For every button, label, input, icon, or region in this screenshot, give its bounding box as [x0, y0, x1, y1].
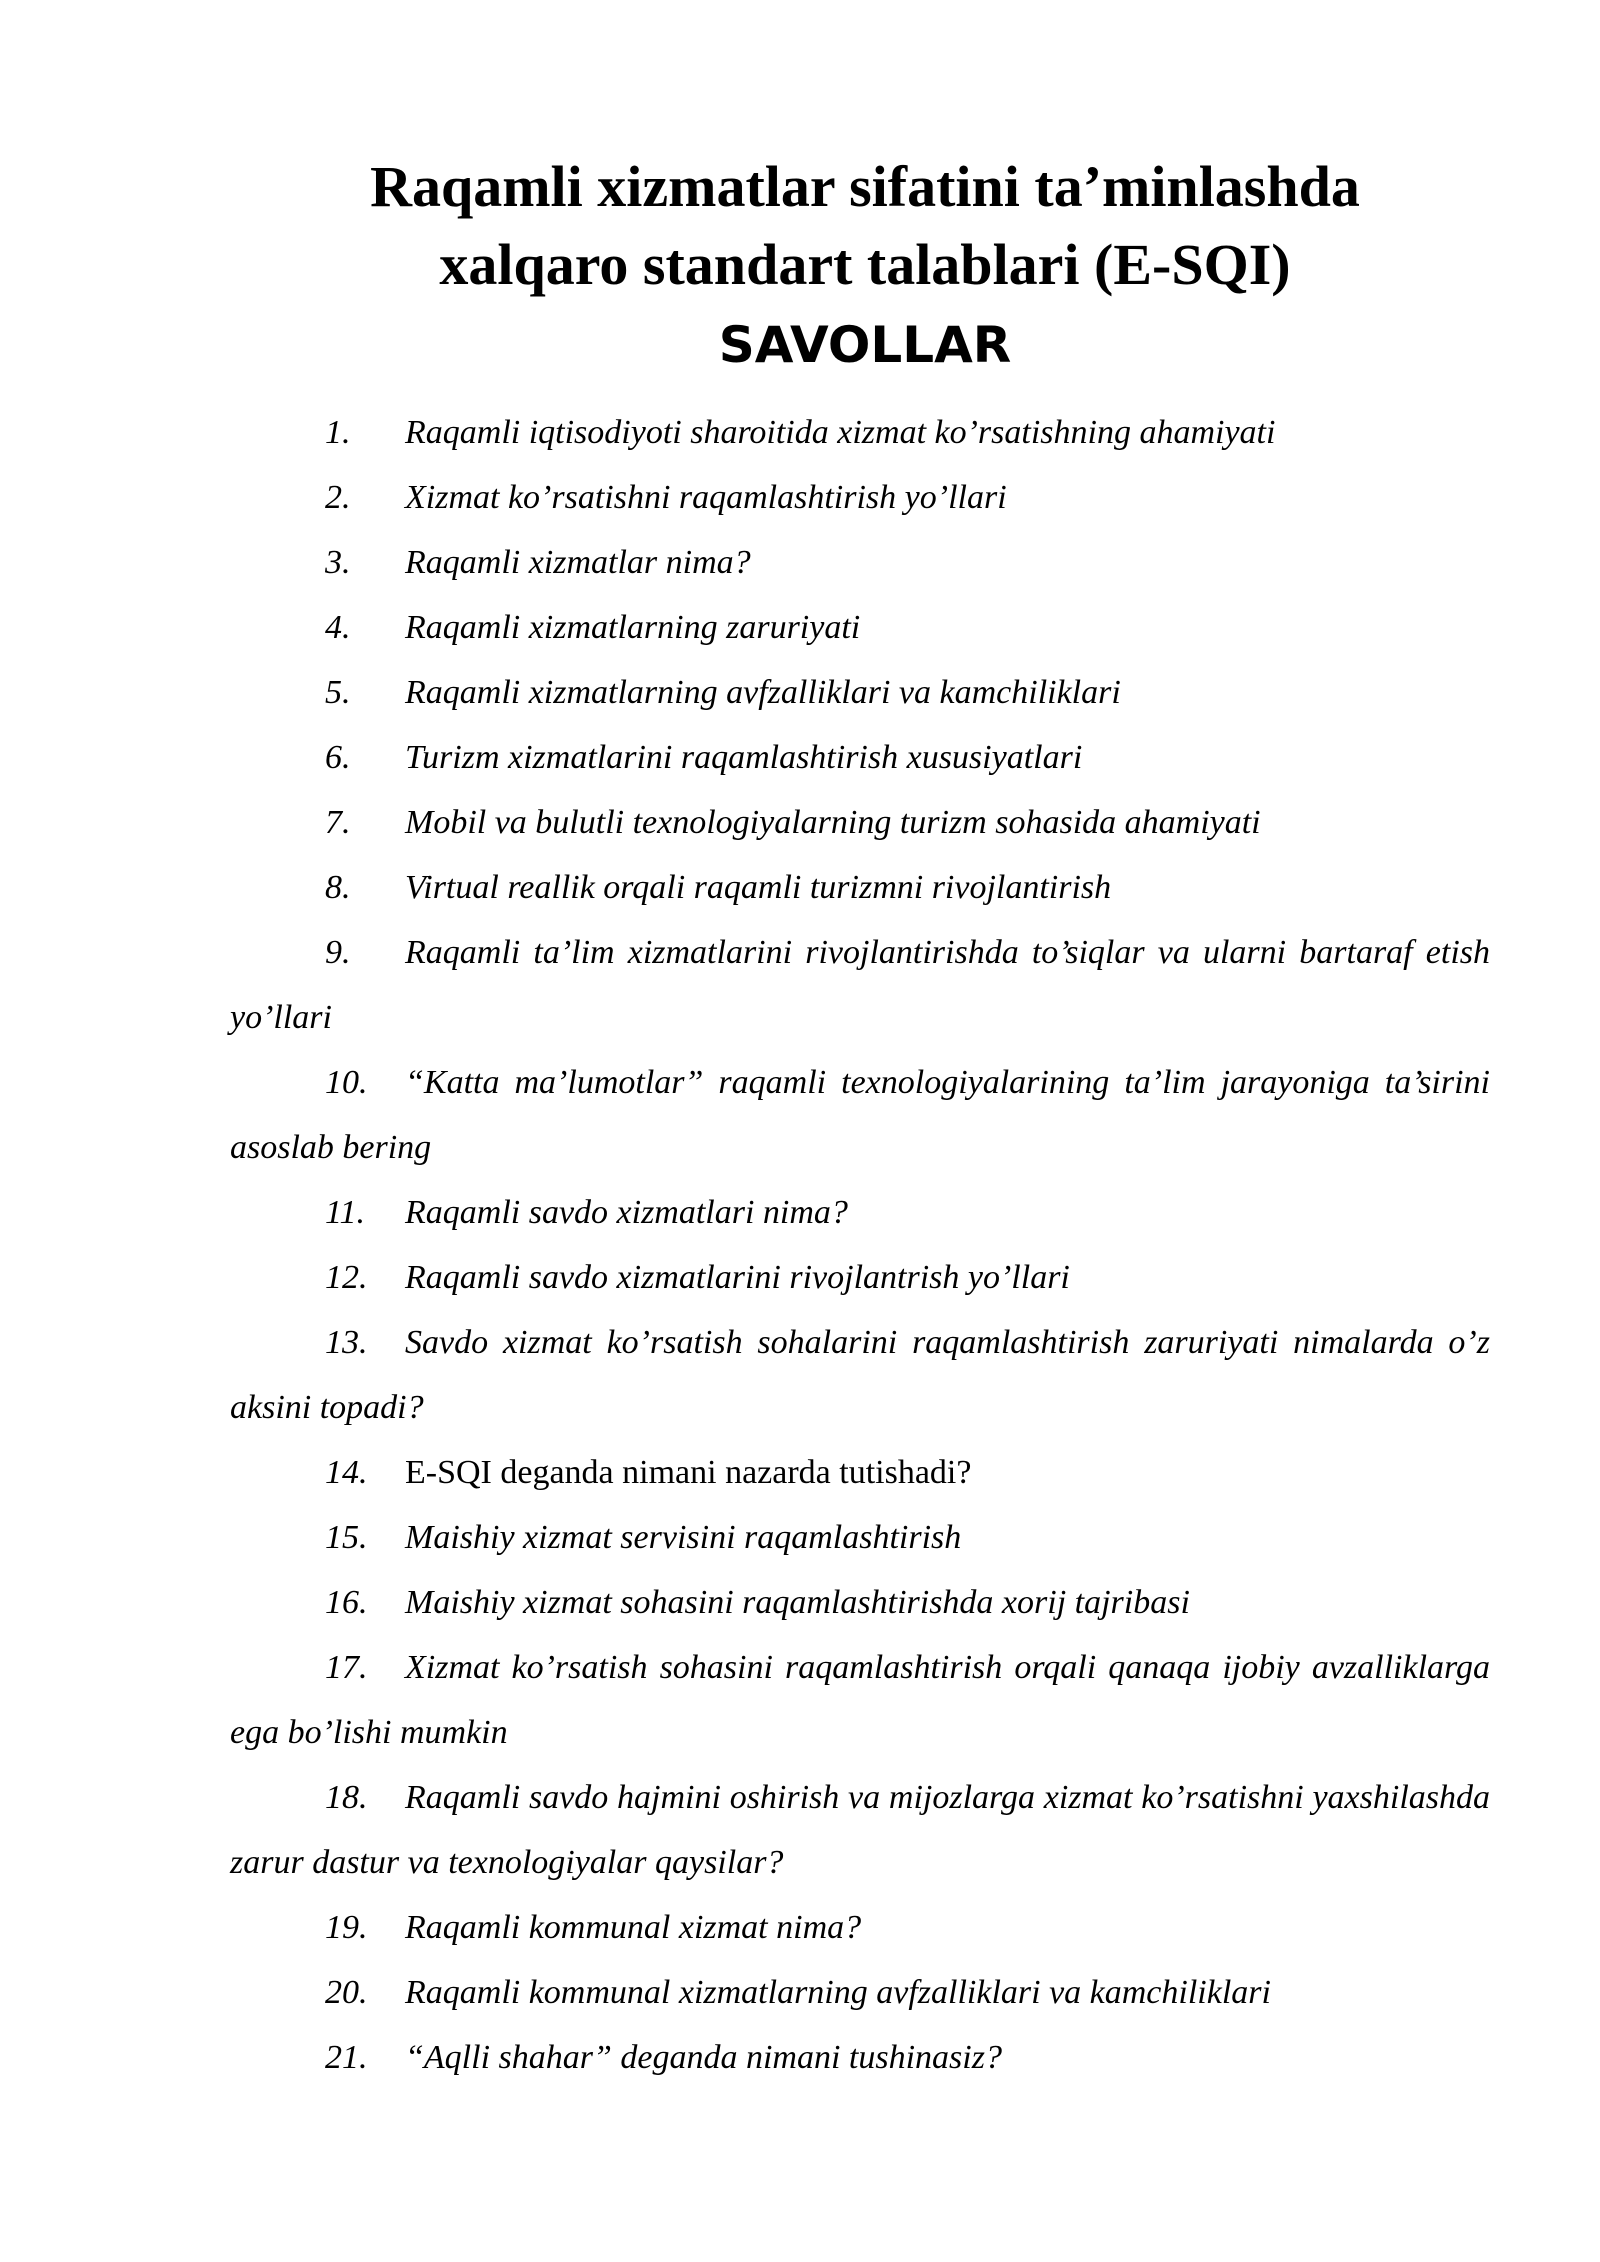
question-item: [230, 1180, 1490, 1245]
question-item: [230, 1765, 1490, 1895]
question-number: 16.: [325, 1584, 368, 1621]
question-item: [230, 1635, 1490, 1765]
question-item: [230, 920, 1490, 1050]
question-number: 20.: [325, 1974, 368, 2011]
question-item: [230, 1050, 1490, 1180]
question-text: Raqamli savdo hajmini oshirish va mijozlarga xizmat ko’rsatishni yaxshilashda zarur dastur va texnologiyalar qaysilar?: [230, 1779, 1490, 1881]
question-number: 10.: [325, 1064, 368, 1101]
question-item: [230, 1960, 1490, 2025]
question-text: Raqamli iqtisodiyoti sharoitida xizmat ko’rsatishning ahamiyati: [405, 414, 1276, 451]
question-number: 5.: [325, 674, 351, 711]
question-item: [230, 1570, 1490, 1635]
question-text: Raqamli xizmatlarning zaruriyati: [405, 609, 861, 646]
question-text: Xizmat ko’rsatish sohasini raqamlashtirish orqali qanaqa ijobiy avzalliklarga ega bo’lishi mumkin: [230, 1649, 1490, 1751]
question-text: Raqamli xizmatlar nima?: [405, 544, 751, 581]
question-item: [230, 725, 1490, 790]
question-text: E-SQI deganda nimani nazarda tutishadi?: [405, 1454, 972, 1491]
question-text: Turizm xizmatlarini raqamlashtirish xususiyatlari: [405, 739, 1083, 776]
question-item: [230, 1895, 1490, 1960]
questions-list: [230, 400, 1490, 2090]
question-number: 7.: [325, 804, 351, 841]
question-text: Raqamli savdo xizmatlari nima?: [405, 1194, 848, 1231]
question-number: 21.: [325, 2039, 368, 2076]
question-text: Raqamli kommunal xizmat nima?: [405, 1909, 862, 1946]
title-line-2: xalqaro standart talablari (E-SQI): [439, 232, 1291, 297]
question-item: [230, 855, 1490, 920]
question-text: “Aqlli shahar” deganda nimani tushinasiz?: [405, 2039, 1002, 2076]
question-text: Raqamli savdo xizmatlarini rivojlantrish yo’llari: [405, 1259, 1070, 1296]
question-number: 19.: [325, 1909, 368, 1946]
question-item: [230, 1505, 1490, 1570]
question-number: 2.: [325, 479, 351, 516]
question-number: 13.: [325, 1324, 368, 1361]
question-number: 8.: [325, 869, 351, 906]
question-text: “Katta ma’lumotlar” raqamli texnologiyalarining ta’lim jarayoniga ta’sirini asoslab bering: [230, 1064, 1490, 1166]
question-number: 3.: [325, 544, 351, 581]
question-item: [230, 400, 1490, 465]
question-item: [230, 595, 1490, 660]
question-text: Maishiy xizmat sohasini raqamlashtirishda xorij tajribasi: [405, 1584, 1190, 1621]
document-title: [200, 148, 1530, 304]
question-item: [230, 1245, 1490, 1310]
question-number: 6.: [325, 739, 351, 776]
question-number: 11.: [325, 1194, 365, 1231]
question-number: 1.: [325, 414, 351, 451]
question-item: [230, 1440, 1490, 1505]
question-text: Raqamli ta’lim xizmatlarini rivojlantirishda to’siqlar va ularni bartaraf etish yo’llari: [230, 934, 1490, 1036]
question-text: Xizmat ko’rsatishni raqamlashtirish yo’llari: [405, 479, 1007, 516]
question-number: 17.: [325, 1649, 368, 1686]
question-number: 15.: [325, 1519, 368, 1556]
question-text: Savdo xizmat ko’rsatish sohalarini raqamlashtirish zaruriyati nimalarda o’z aksini topadi?: [230, 1324, 1490, 1426]
question-number: 9.: [325, 934, 351, 971]
question-item: [230, 2025, 1490, 2090]
question-item: [230, 465, 1490, 530]
question-number: 4.: [325, 609, 351, 646]
question-number: 18.: [325, 1779, 368, 1816]
question-text: Raqamli kommunal xizmatlarning avfzalliklari va kamchiliklari: [405, 1974, 1271, 2011]
document-subtitle: SAVOLLAR: [718, 316, 1012, 374]
question-number: 14.: [325, 1454, 368, 1491]
question-item: [230, 790, 1490, 855]
question-text: Maishiy xizmat servisini raqamlashtirish: [405, 1519, 962, 1556]
question-item: [230, 660, 1490, 725]
question-text: Mobil va bulutli texnologiyalarning turizm sohasida ahamiyati: [405, 804, 1261, 841]
question-text: Raqamli xizmatlarning avfzalliklari va kamchiliklari: [405, 674, 1121, 711]
question-number: 12.: [325, 1259, 368, 1296]
title-line-1: Raqamli xizmatlar sifatini ta’minlashda: [370, 154, 1360, 219]
question-text: Virtual reallik orqali raqamli turizmni rivojlantirish: [405, 869, 1112, 906]
question-item: [230, 530, 1490, 595]
question-item: [230, 1310, 1490, 1440]
